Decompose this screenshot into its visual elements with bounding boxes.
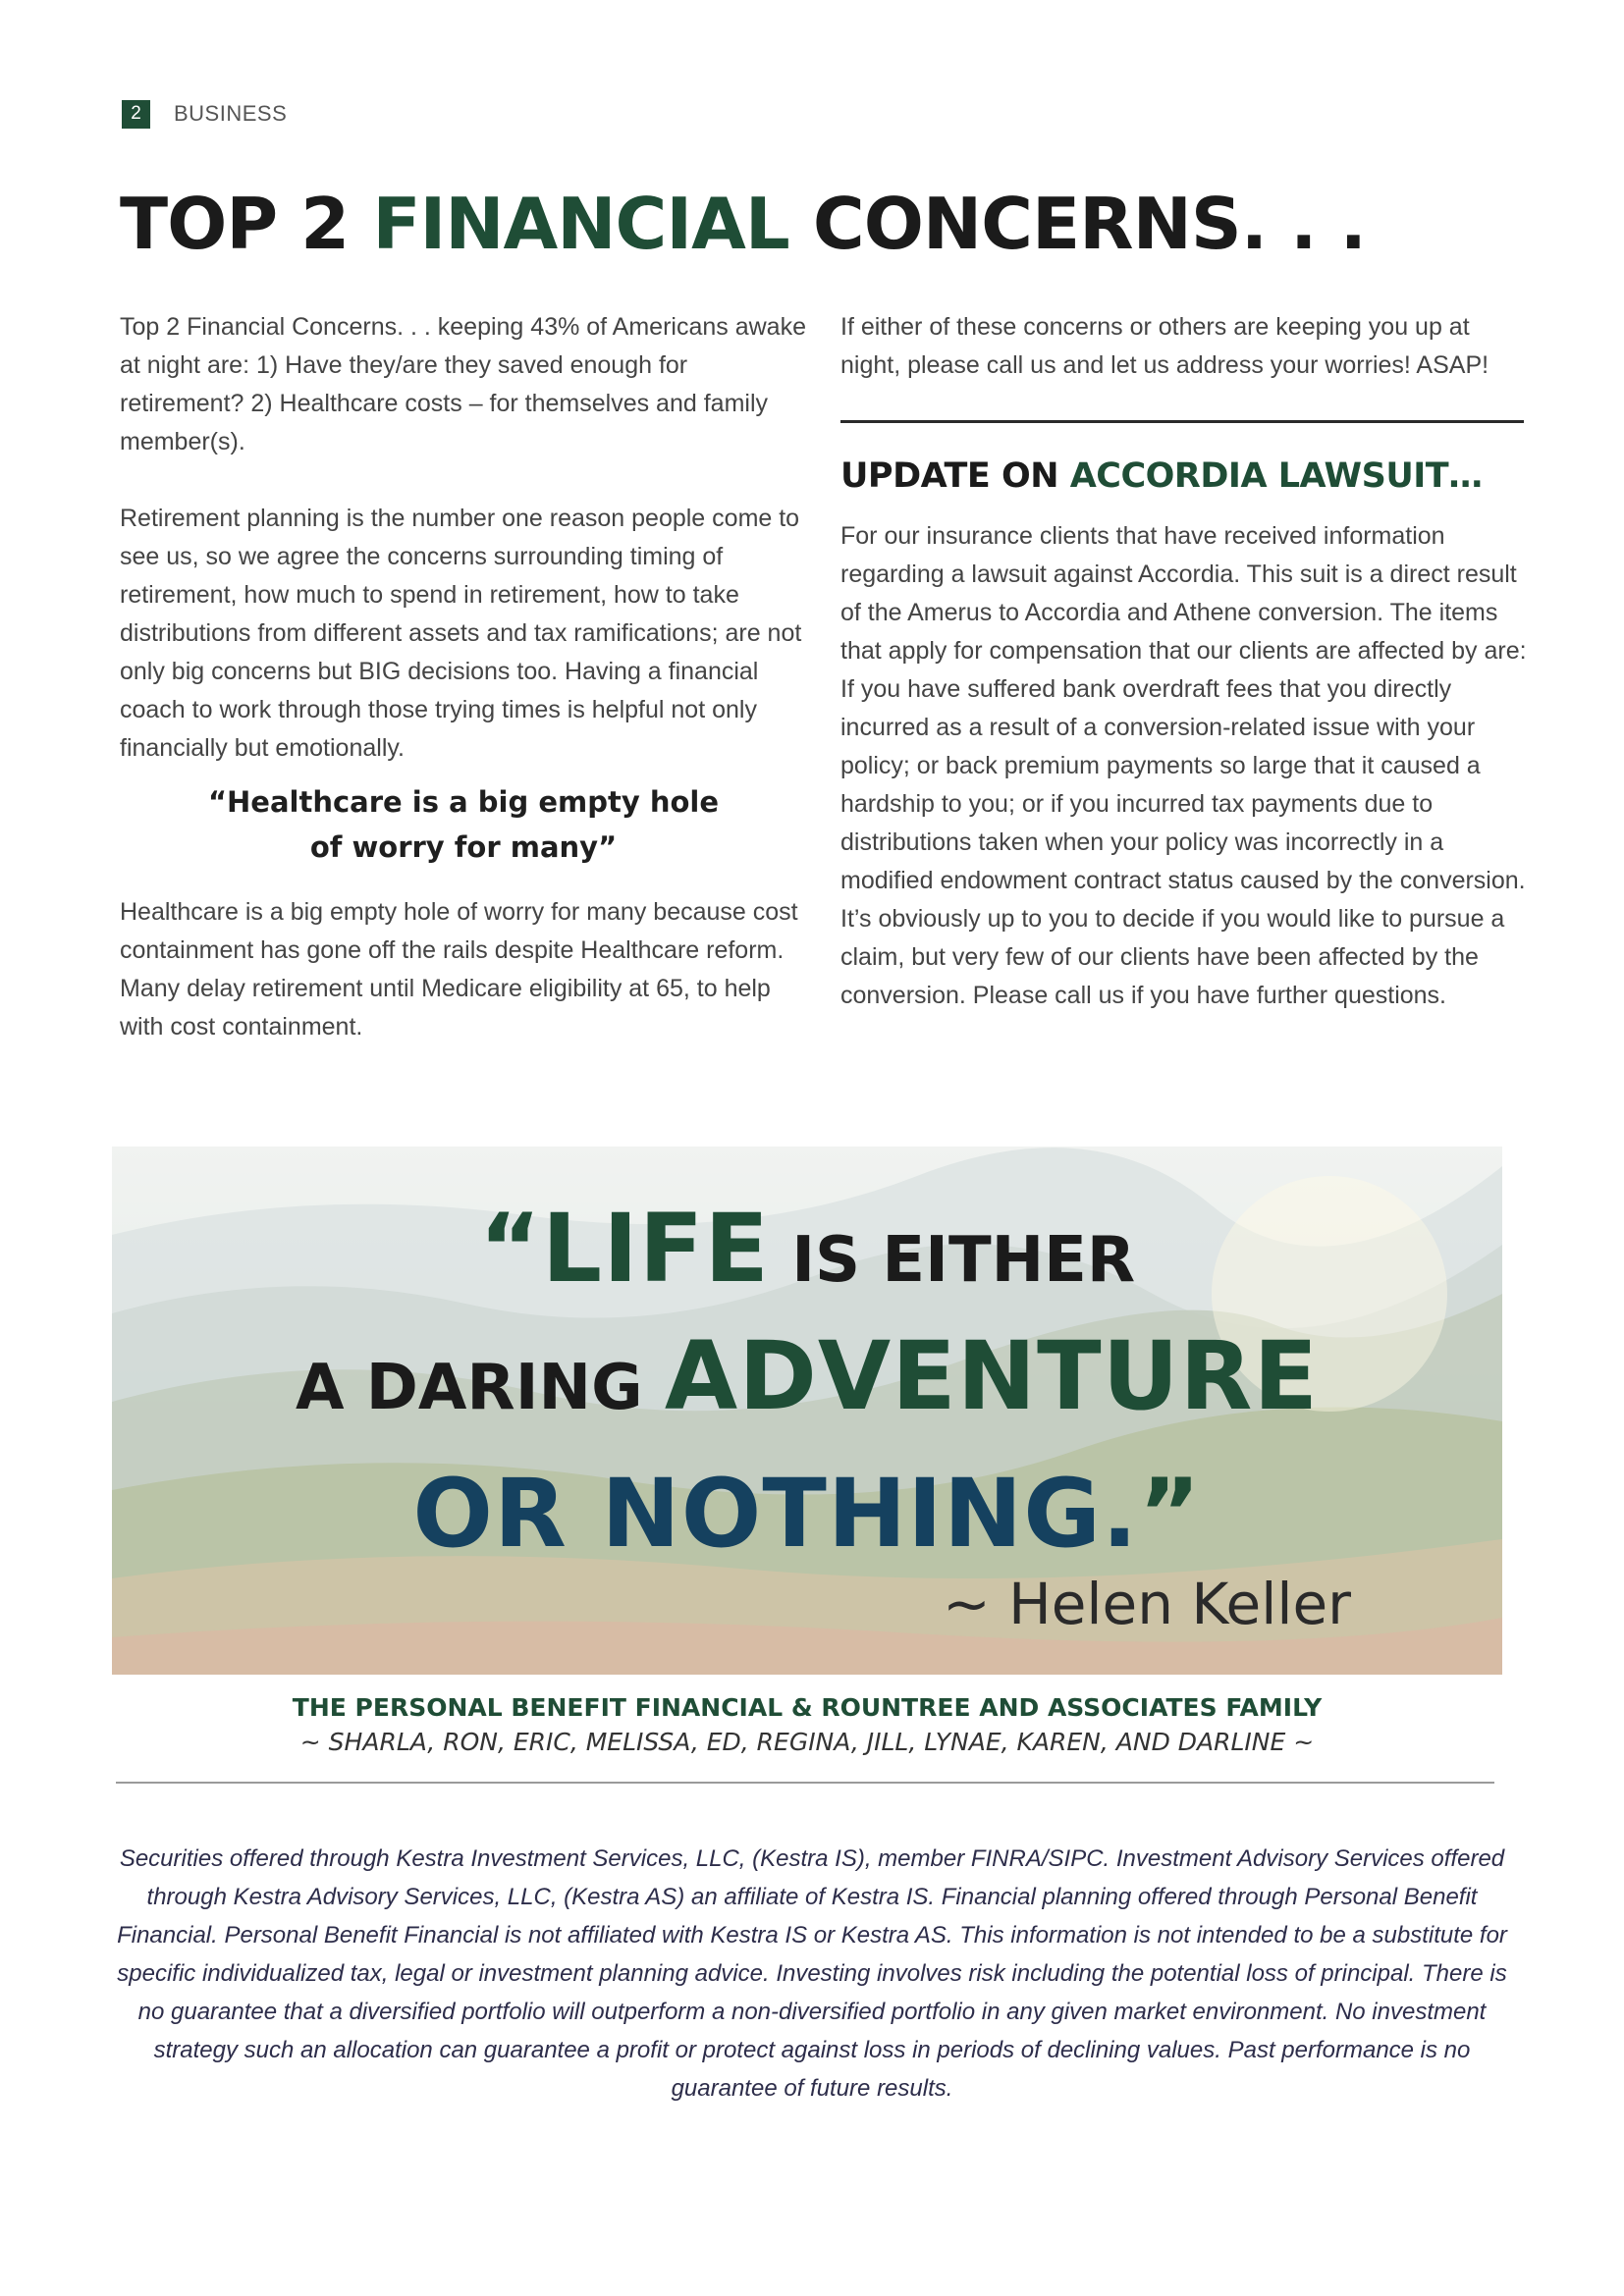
open-quote-mark: “: [478, 1194, 542, 1304]
pull-quote-line-1: “Healthcare is a big empty hole: [207, 785, 720, 819]
footer-divider: [116, 1782, 1494, 1784]
intro-paragraph: Top 2 Financial Concerns. . . keeping 43% of Americans awake at night are: 1) Have they/are they saved enough for retirement? 2) Healthcare costs – for themselves and family member(s).: [120, 313, 806, 455]
page-title: [120, 183, 1366, 265]
retirement-paragraph: Retirement planning is the number one reason people come to see us, so we agree the concerns surrounding timing of retirement, how much to spend in retirement, how to take distributions from different assets and tax ramifications; are not only big concerns but BIG decisions too. Having a financial coach to work through those trying times is helpful not only financially but emotionally.: [120, 505, 802, 762]
title-part-1: TOP 2: [120, 183, 373, 265]
quote-word-adventure: ADVENTURE: [664, 1321, 1320, 1431]
pull-quote: [120, 779, 807, 870]
title-part-3: CONCERNS. . .: [788, 183, 1366, 265]
quote-attribution: ~ Helen Keller: [943, 1571, 1351, 1637]
lawsuit-heading-part-1: UPDATE ON: [840, 456, 1070, 496]
left-column: [120, 308, 807, 1046]
page-number-badge: 2: [122, 100, 150, 129]
healthcare-paragraph: Healthcare is a big empty hole of worry for many because cost containment has gone off the rails despite Healthcare reform. Many delay retirement until Medicare eligibility at 65, to help with cost containment.: [120, 898, 798, 1041]
pull-quote-line-2: of worry for many”: [309, 830, 618, 864]
call-us-paragraph: If either of these concerns or others are keeping you up at night, please call us and let us address your worries! ASAP!: [840, 313, 1489, 379]
section-label: BUSINESS: [174, 101, 288, 126]
quote-banner: [112, 1147, 1502, 1675]
lawsuit-paragraph: For our insurance clients that have received information regarding a lawsuit against Accordia. This suit is a direct result of the Amerus to Accordia and Athene conversion. The items that apply for compensation that our clients are affected by are: If you have suffered bank overdraft fees that you directly incurred as a result of a conversion-related issue with your policy; or back premium payments so large that it caused a hardship to you; or if you incurred tax payments due to distributions taken when your policy was incorrectly in a modified endowment contract status caused by the conversion. It’s obviously up to you to decide if you would like to pursue a claim, but very few of our clients have been affected by the conversion. Please call us if you have further questions.: [840, 522, 1527, 1009]
title-highlight: FINANCIAL: [372, 183, 789, 265]
lawsuit-heading: [840, 456, 1528, 496]
quote-or-nothing: OR NOTHING.: [412, 1459, 1139, 1569]
quote-a-daring: A DARING: [295, 1352, 665, 1424]
family-names: ~ SHARLA, RON, ERIC, MELISSA, ED, REGINA, JILL, LYNAE, KAREN, AND DARLINE ~: [299, 1728, 1315, 1756]
section-divider: [840, 420, 1524, 423]
quote-line-3: [112, 1459, 1502, 1569]
legal-disclaimer: Securities offered through Kestra Investment Services, LLC, (Kestra IS), member FINRA/SIPC. Investment Advisory Services offered through Kestra Advisory Services, LLC, (Kestra AS) an affiliate of Kestra IS. Financial planning offered through Personal Benefit Financial. Personal Benefit Financial is not affiliated with Kestra IS or Kestra AS. This information is not intended to be a substitute for specific individualized tax, legal or investment planning advice. Investing involves risk including the potential loss of principal. There is no guarantee that a diversified portfolio will outperform a non-diversified portfolio in any given market environment. No investment strategy such an allocation can guarantee a profit or protect against loss in periods of declining values. Past performance is no guarantee of future results.: [117, 1845, 1507, 2102]
lawsuit-heading-highlight: ACCORDIA LAWSUIT…: [1069, 456, 1483, 496]
quote-line-1: [112, 1194, 1502, 1304]
page-header: [122, 98, 287, 130]
quote-word-life: LIFE: [541, 1194, 770, 1304]
quote-line-2: [112, 1321, 1502, 1431]
close-quote-mark: ”: [1138, 1459, 1202, 1569]
right-column: [840, 308, 1528, 1015]
family-title: THE PERSONAL BENEFIT FINANCIAL & ROUNTREE AND ASSOCIATES FAMILY: [292, 1693, 1323, 1722]
quote-is-either: IS EITHER: [769, 1224, 1136, 1297]
family-signature: [112, 1690, 1502, 1759]
